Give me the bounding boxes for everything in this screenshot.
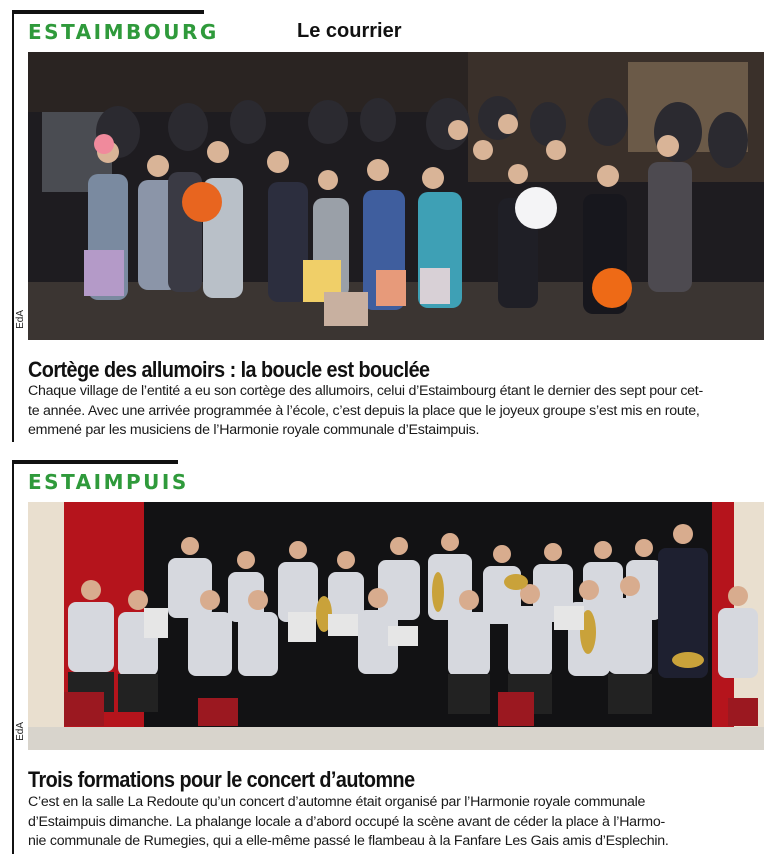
lantern-parade-illustration [28,52,764,340]
body-line: emmené par les musiciens de l’Harmonie royale communale d’Estaimpuis. [28,422,480,438]
article-estaimbourg [12,10,768,442]
body-line: C’est en la salle La Redoute qu’un concert d’automne était organisé par l’Harmonie royale communale [28,794,646,810]
article-body [28,382,768,441]
rubric-label: ESTAIMBOURG [28,20,219,44]
photo-lantern-parade [28,52,764,340]
article-body [28,793,768,852]
body-line: Chaque village de l’entité a eu son cortège des allumoirs, celui d’Estaimbourg étant le dernier des sept pour cet- [28,383,703,399]
section-top-rule [12,10,204,14]
newspaper-name: Le courrier [297,20,402,42]
body-line: te année. Avec une arrivée programmée à l’école, c’est depuis la place que le joyeux groupe s’est mis en route, [28,402,700,419]
article-headline: Trois formations pour le concert d’automne [28,767,415,792]
section-left-rule [12,10,14,442]
body-line: nie communale de Rumegies, qui a elle-même passé le flambeau à la Fanfare Les Gais amis d’Esplechin. [28,833,669,849]
body-line: d’Estaimpuis dimanche. La phalange locale a d’abord occupé la scène avant de céder la place à l’Harmo- [28,813,665,830]
section-top-rule [12,460,178,464]
article-estaimpuis [12,460,768,856]
photo-credit: EdA [15,310,26,329]
rubric-label: ESTAIMPUIS [28,470,189,494]
article-headline: Cortège des allumoirs : la boucle est bouclée [28,357,430,382]
section-left-rule [12,460,14,854]
concert-band-illustration [28,502,764,750]
photo-credit: EdA [15,722,26,741]
photo-concert-band [28,502,764,750]
